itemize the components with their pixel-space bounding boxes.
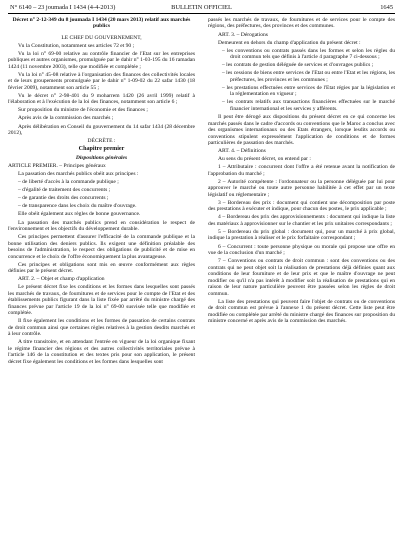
visa-paragraph: Vu la loi n° 69-00 relative au contrôle financier de l'Etat sur les entreprises publiques et autres organismes, promulguée par le dahir n° 1-03-195 du 16 ramadan 1424 (11 novembre 2003), telle que modifiée et complétée ;: [8, 50, 195, 70]
body-paragraph: Il fixe également les conditions et les formes de passation de certains contrats de droit commun ainsi que certaines règles relatives à la gestion desdits marchés et à leur contrôle.: [8, 318, 195, 338]
header-rule: [8, 13, 395, 14]
definition-item: 2 – Autorité compétente : l'ordonnateur ou la personne déléguée par lui pour approuver le marché ou toute autre personne habilitée à cet effet par un texte législatif ou réglementaire ;: [208, 178, 395, 198]
running-header: [10, 3, 393, 12]
definition-item: 6 – Concurrent : toute personne physique ou morale qui propose une offre en vue de la conclusion d'un marché ;: [208, 243, 395, 256]
visa-paragraph: Vu la loi n° 45-08 relative à l'organisation des finances des collectivités locales et de leurs groupements promulguée par le dahir n° 1-09-02 du 22 safar 1430 (18 février 2009), notamment son article 55 ;: [8, 71, 195, 91]
list-item: – d'égalité de traitement des concurrents ;: [18, 187, 111, 194]
page-number: 1645: [380, 4, 394, 11]
body-paragraph: Il peut être dérogé aux dispositions du présent décret en ce qui concerne les marchés passés dans le cadre d'accords ou conventions que le Maroc a conclus avec des organismes internationaux ou des Etats étrangers, lorsque lesdits accords ou conventions stipulent expressément l'application de conditions et de formes particulières de passation des marchés.: [208, 114, 395, 146]
journal-title: BULLETIN OFFICIEL: [171, 4, 232, 11]
list-item: – les prestations effectuées entre services de l'Etat régies par la législation et la réglementation en vigueur ;: [222, 84, 395, 98]
list-item: – de transparence dans les choix du maître d'ouvrage.: [18, 203, 137, 210]
list-item: – les conventions ou contrats passés dans les formes et selon les règles du droit commun tels que définis à l'article 4 paragraphe 7 ci-dessous ;: [222, 47, 395, 61]
body-paragraph: La passation des marchés publics obéit aux principes :: [18, 171, 139, 178]
article-heading: ART. 2. – Objet et champ d'application: [18, 276, 105, 283]
decree-title: Décret n° 2-12-349 du 8 joumada I 1434 (20 mars 2013) relatif aux marchés publics: [12, 17, 191, 30]
list-item: – les cessions de biens entre services de l'Etat ou entre l'Etat et les régions, les préfectures, les provinces et les communes ;: [222, 70, 395, 83]
authority-line: LE CHEF DU GOUVERNEMENT,: [61, 34, 142, 41]
article-heading: ART. 4. – Définitions: [218, 148, 266, 155]
definition-item: 1 – Attributaire : concurrent dont l'offre a été retenue avant la notification de l'approbation du marché ;: [208, 164, 395, 177]
body-paragraph: La liste des prestations qui peuvent faire l'objet de contrats ou de conventions de droit commun est prévue à l'annexe 1 du présent décret. Cette liste peut être modifiée ou complétée par arrêté du ministre chargé des finances sur proposition du ministre concerné et après avis de la commission des marchés.: [208, 298, 395, 325]
right-column: [208, 17, 395, 529]
list-item: – de liberté d'accès à la commande publique ;: [18, 179, 119, 186]
body-paragraph: A titre transitoire, et en attendant l'entrée en vigueur de la loi organique fixant le régime financier des régions et des autres collectivités territoriales prévue à l'article 146 de la constitution et des textes pris pour son application, le présent décret fixe également les conditions et les formes dans lesquelles sont: [8, 339, 195, 365]
issue-number: N° 6140 – 23 joumada I 1434 (4-4-2013): [10, 4, 116, 11]
article-heading: ARTICLE PREMIER. – Principes généraux: [8, 162, 106, 169]
body-paragraph: La passation des marchés publics prend en considération le respect de l'environnement et les objectifs du développement durable.: [8, 219, 195, 232]
chapter-heading: Chapitre premier: [78, 146, 125, 153]
visa-paragraph: Après avis de la commission des marchés ;: [18, 115, 114, 122]
body-paragraph: Le présent décret fixe les conditions et les formes dans lesquelles sont passés les marchés de travaux, de fournitures et de services pour le compte de l'Etat et des établissements publics figurant dans la liste fixée par arrêté du ministre chargé des finances prévue par l'article 19 de la loi n° 69-00 susvisée telle que modifiée et complétée.: [8, 284, 195, 317]
body-paragraph: Elle obéit également aux règles de bonne gouvernance.: [18, 211, 141, 218]
visa-paragraph: Après délibération en Conseil du gouvernement du 14 safar 1434 (28 décembre 2012),: [8, 123, 195, 137]
body-paragraph: Ces principes et obligations sont mis en œuvre conformément aux règles définies par le présent décret.: [8, 261, 195, 275]
left-column: [8, 17, 195, 529]
definition-item: 4 – Bordereau des prix des approvisionnements : document qui indique la liste des matériaux à approvisionner sur le chantier et les prix unitaires correspondants ;: [208, 214, 395, 227]
list-item: – de garantie des droits des concurrents ;: [18, 195, 109, 202]
body-paragraph: Demeurent en dehors du champ d'application du présent décret :: [218, 39, 361, 46]
body-paragraph: passés les marchés de travaux, de fournitures et de services pour le compte des régions, des préfectures, des provinces et des communes.: [208, 17, 395, 30]
list-item: – les contrats relatifs aux transactions financières effectuées sur le marché financier international et les services y afférents.: [222, 99, 395, 112]
definition-item: 7 – Conventions ou contrats de droit commun : sont des conventions ou des contrats qui ne peut objet soit la réalisation de prestations déjà définies quant aux conditions de leur fourniture et de leur prix et que le maître d'ouvrage ne peut modifier ou qu'il n'a pas intérêt à modifier soit la réalisation de prestations qui en raison de leur nature particulière peuvent être passées selon les règles de droit commun.: [208, 258, 395, 297]
decree-verb: DÉCRÈTE :: [87, 138, 116, 145]
visa-paragraph: Vu la Constitution, notamment ses articles 72 et 90 ;: [18, 42, 135, 49]
definition-item: 5 – Bordereau du prix global : document qui, pour un marché à prix global, indique la prestation à réaliser et le prix forfaitaire correspondant ;: [208, 228, 395, 242]
body-paragraph: Au sens du présent décret, on entend par :: [218, 156, 311, 163]
list-item: – les contrats de gestion déléguée de services et d'ouvrages publics ;: [222, 62, 374, 69]
visa-paragraph: Vu le décret n° 2-98-401 du 9 moharrem 1420 (26 avril 1999) relatif à l'élaboration et à l'exécution de la loi des finances, notamment son article 6 ;: [8, 92, 195, 106]
visa-paragraph: Sur proposition du ministre de l'économie et des finances ;: [18, 107, 148, 114]
chapter-subtitle: Dispositions générales: [75, 154, 128, 161]
definition-item: 3 – Bordereau des prix : document qui contient une décomposition par poste des prestations à exécuter et indique, pour chacun des postes, le prix applicable ;: [208, 199, 395, 213]
article-heading: ART. 3. – Dérogations: [218, 31, 268, 38]
body-paragraph: Ces principes permettent d'assurer l'efficacité de la commande publique et la bonne utilisation des deniers publics. Ils exigent une définition préalable des besoins de l'administration, le respect des obligations de publicité et de mise en concurrence et le choix de l'offre économiquement la plus avantageuse.: [8, 234, 195, 260]
